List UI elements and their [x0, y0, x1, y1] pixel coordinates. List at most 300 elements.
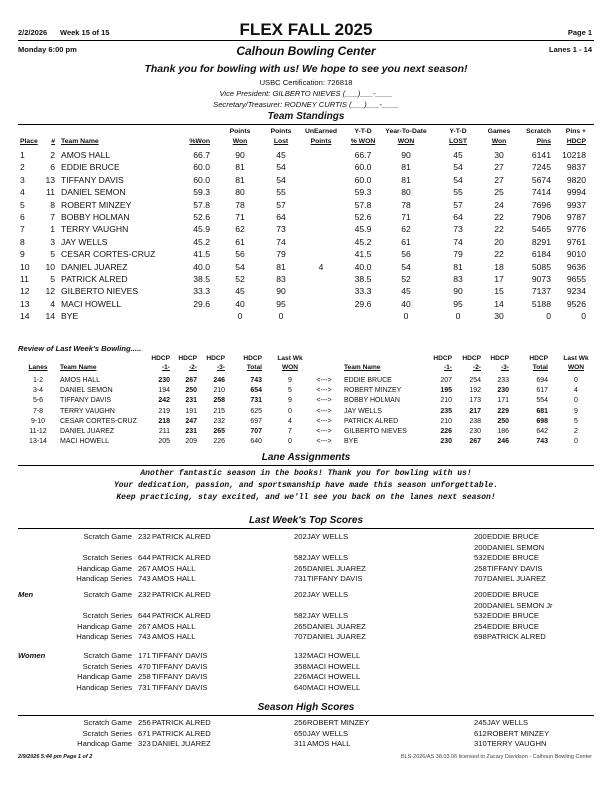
standings-cell: 52.6 — [354, 212, 372, 222]
standings-cell: 64 — [453, 212, 463, 222]
standings-cell: 29.6 — [193, 298, 210, 309]
standings-cell: 30 — [494, 311, 504, 322]
score-category: Handicap Series — [76, 632, 132, 641]
review-cell: 707 — [250, 428, 262, 435]
review-header: -1- — [161, 364, 170, 371]
bowler-name: PATRICK ALRED — [152, 553, 211, 562]
score-category: Scratch Series — [82, 553, 132, 562]
review-cell: 211 — [158, 428, 170, 435]
bowler-name: TIFFANY DAVIS — [152, 672, 208, 681]
page-number: Page 1 — [567, 28, 592, 37]
standings-cell: 22 — [494, 212, 504, 222]
standings-cell: 13 — [20, 298, 30, 309]
standings-cell: 59.3 — [193, 187, 210, 198]
standings-cell: 5465 — [531, 224, 551, 235]
standings-cell: 0 — [581, 311, 586, 322]
standings-cell: 45.2 — [354, 236, 372, 247]
standings-cell: 22 — [494, 224, 504, 235]
season-high-title: Season High Scores — [257, 702, 355, 713]
score-category: Scratch Game — [83, 590, 132, 599]
standings-rule — [18, 124, 594, 125]
bowler-name: PATRICK ALRED — [152, 611, 211, 620]
review-cell: 7-8 — [32, 407, 44, 415]
standings-cell: 54 — [401, 261, 411, 272]
standings-cell: 9787 — [566, 212, 586, 222]
assignment-note-2: Your dedication, passion, and sportsmanship have made this season unforgettable. — [113, 481, 499, 490]
review-cell: 210 — [213, 387, 225, 395]
standings-cell: 22 — [494, 249, 504, 260]
team-name: JAY WELLS — [344, 407, 382, 415]
bowler-name: ROBERT MINZEY — [307, 718, 370, 727]
standings-cell: 54 — [453, 162, 463, 173]
review-cell: 186 — [497, 428, 509, 435]
bowler-name: DANIEL SEMON Jr — [487, 600, 553, 610]
review-cell: 0 — [288, 407, 292, 415]
review-cell: 209 — [185, 438, 197, 446]
header-rule — [18, 40, 594, 41]
review-cell: 226 — [440, 428, 452, 435]
standings-header: Pins — [536, 138, 551, 145]
review-header: Lanes — [28, 364, 48, 371]
review-header-top: HDCP — [151, 355, 170, 362]
team-name: DANIEL JUAREZ — [60, 428, 115, 435]
bowler-name: MACI HOWELL — [307, 682, 361, 692]
score-value: 311 — [294, 739, 307, 748]
standings-header: LOST — [448, 138, 468, 145]
review-cell: 230 — [158, 377, 170, 384]
review-cell: 191 — [185, 407, 197, 415]
bowler-name: AMOS HALL — [152, 632, 196, 641]
bowler-name: TERRY VAUGHN — [487, 739, 547, 748]
standings-cell: 59.3 — [354, 187, 372, 198]
score-value: 267 — [138, 621, 151, 631]
standings-cell: 9761 — [566, 236, 586, 247]
bowler-name: TIFFANY DAVIS — [307, 574, 363, 583]
standings-cell: 6184 — [531, 249, 551, 260]
score-value: 707 — [474, 574, 487, 583]
standings-cell: 9820 — [566, 174, 586, 185]
review-header-top: HDCP — [433, 355, 452, 362]
review-cell: 246 — [213, 377, 225, 384]
standings-cell: 7414 — [531, 187, 551, 198]
team-name: MACI HOWELL — [60, 438, 110, 446]
review-cell: 265 — [213, 428, 225, 435]
team-name: DANIEL SEMON — [60, 387, 113, 395]
standings-cell: 73 — [276, 224, 286, 235]
score-value: 731 — [138, 682, 151, 692]
standings-cell: 90 — [276, 286, 286, 297]
review-cell: 226 — [213, 438, 225, 446]
review-header-top: HDCP — [178, 355, 197, 362]
score-value: 310 — [474, 739, 487, 748]
review-header-top: HDCP — [490, 355, 509, 362]
standings-cell: 40 — [235, 298, 245, 309]
review-cell: 171 — [497, 397, 509, 405]
standings-cell: 14 — [45, 311, 55, 322]
bowler-name: PATRICK ALRED — [152, 728, 211, 738]
score-category: Scratch Series — [82, 728, 132, 738]
score-category: Scratch Game — [83, 651, 132, 660]
score-value: 171 — [138, 651, 151, 660]
score-value: 200 — [474, 532, 487, 541]
standings-cell: 60.0 — [354, 162, 372, 173]
standings-cell: 74 — [453, 236, 463, 247]
bowler-name: DANIEL SEMON — [487, 542, 545, 552]
team-name: CESAR CORTES-CRUZ — [60, 417, 137, 425]
team-name: JAY WELLS — [61, 236, 108, 247]
standings-header-top: Games — [487, 128, 511, 135]
score-category: Scratch Series — [82, 611, 132, 620]
standings-cell: 90 — [401, 150, 411, 160]
standings-cell: 81 — [453, 261, 463, 272]
standings-cell: 52.6 — [193, 212, 210, 222]
review-cell: 242 — [158, 397, 170, 405]
standings-cell: 6 — [50, 162, 55, 173]
standings-header: Points — [310, 138, 332, 145]
bowler-name: JAY WELLS — [307, 590, 349, 599]
standings-cell: 73 — [453, 224, 463, 235]
standings-cell: 25 — [494, 187, 504, 198]
standings-cell: 80 — [401, 187, 411, 198]
standings-cell: 78 — [235, 199, 245, 210]
review-cell: 0 — [574, 397, 578, 405]
standings-cell: 45 — [235, 286, 245, 297]
lane-assignments-title: Lane Assignments — [261, 452, 351, 463]
standings-cell: 18 — [494, 261, 504, 272]
team-name: ROBERT MINZEY — [344, 387, 402, 395]
standings-cell: 14 — [494, 298, 504, 309]
bowler-name: TIFFANY DAVIS — [152, 661, 208, 671]
review-header: -2- — [188, 364, 197, 371]
review-cell: 9 — [574, 407, 578, 415]
review-cell: 743 — [250, 377, 262, 384]
standings-cell: 0 — [546, 311, 551, 322]
team-name: MACI HOWELL — [61, 298, 122, 309]
men-label: Men — [18, 590, 34, 599]
standings-cell: 0 — [278, 311, 284, 322]
standings-cell: 81 — [235, 174, 245, 185]
standings-cell: 95 — [276, 298, 286, 309]
review-cell: 1-2 — [32, 377, 44, 384]
score-category: Scratch Series — [82, 661, 132, 671]
review-cell: 694 — [536, 377, 548, 384]
lanes-range: Lanes 1 - 14 — [549, 45, 592, 54]
standings-header: # — [51, 138, 55, 145]
standings-cell: 11 — [20, 274, 29, 284]
review-cell: 267 — [185, 377, 197, 384]
top-scores-title: Last Week's Top Scores — [248, 515, 364, 526]
review-cell: 231 — [185, 397, 197, 405]
standings-cell: 60.0 — [354, 174, 372, 185]
standings-cell: 45.9 — [354, 224, 372, 235]
score-category: Handicap Game — [77, 739, 132, 748]
score-value: 258 — [138, 672, 151, 681]
standings-cell: 3 — [50, 236, 55, 247]
standings-cell: 52 — [235, 274, 245, 284]
assignments-rule — [18, 465, 594, 466]
review-cell: 195 — [440, 387, 452, 395]
review-cell: 230 — [497, 387, 509, 395]
bowler-name: AMOS HALL — [152, 574, 196, 583]
review-cell: 232 — [213, 417, 225, 425]
review-cell: 194 — [158, 387, 170, 395]
standings-title: Team Standings — [267, 111, 345, 122]
report-date: 2/2/2026 — [18, 28, 48, 37]
standings-cell: 81 — [401, 174, 411, 185]
standings-cell: 7137 — [531, 286, 551, 297]
team-name: EDDIE BRUCE — [344, 377, 392, 384]
standings-cell: 24 — [494, 199, 504, 210]
team-name: BYE — [61, 311, 79, 322]
team-name: DANIEL SEMON — [61, 187, 126, 198]
score-category: Handicap Game — [77, 621, 132, 631]
bowler-name: DANIEL JUAREZ — [487, 574, 546, 583]
standings-cell: 27 — [494, 174, 504, 185]
standings-cell: 80 — [235, 187, 245, 198]
score-value: 731 — [294, 574, 307, 583]
score-value: 644 — [138, 553, 151, 562]
review-cell: 247 — [185, 417, 197, 425]
bowler-name: PATRICK ALRED — [152, 718, 211, 727]
bowler-name: PATRICK ALRED — [152, 532, 211, 541]
score-value: 358 — [294, 661, 307, 671]
review-cell: 233 — [497, 377, 509, 384]
standings-cell: 61 — [401, 236, 411, 247]
bowler-name: MACI HOWELL — [307, 651, 361, 660]
standings-cell: 8 — [50, 199, 55, 210]
footer-timestamp: 2/9/2026 5:44 pm Page 1 of 2 — [18, 754, 93, 760]
review-cell: 219 — [158, 407, 170, 415]
review-cell: 681 — [536, 407, 548, 415]
standings-cell: 5188 — [531, 298, 551, 309]
standings-cell: 38.5 — [354, 274, 372, 284]
score-category: Handicap Series — [76, 574, 132, 583]
standings-cell: 60.0 — [193, 174, 210, 185]
standings-cell: 12 — [20, 286, 30, 297]
bowler-name: JAY WELLS — [307, 532, 349, 541]
score-value: 200 — [474, 600, 487, 610]
standings-cell: 9776 — [566, 224, 586, 235]
score-value: 232 — [138, 532, 151, 541]
standings-cell: 33.3 — [354, 286, 372, 297]
review-cell: 7 — [288, 428, 292, 435]
week-label: Week 15 of 15 — [60, 28, 110, 37]
versus-arrow: <---> — [316, 428, 332, 435]
team-name: PATRICK ALRED — [344, 417, 399, 425]
bowler-name: JAY WELLS — [307, 553, 349, 562]
bowler-name: PATRICK ALRED — [152, 590, 211, 599]
review-cell: 5 — [288, 387, 292, 395]
review-cell: 9-10 — [30, 417, 45, 425]
review-cell: 258 — [213, 397, 225, 405]
review-cell: 250 — [497, 417, 509, 425]
review-header: Total — [246, 364, 262, 371]
review-cell: 4 — [574, 387, 578, 395]
standings-header: WON — [397, 138, 415, 145]
team-name: AMOS HALL — [61, 150, 111, 160]
score-value: 532 — [474, 611, 487, 620]
review-cell: 254 — [469, 377, 481, 384]
standings-cell: 71 — [401, 212, 411, 222]
standings-cell: 3 — [20, 174, 25, 185]
review-cell: 5 — [574, 417, 578, 425]
standings-cell: 54 — [276, 174, 286, 185]
bowler-name: EDDIE BRUCE — [487, 553, 539, 562]
score-value: 232 — [138, 590, 151, 599]
score-value: 640 — [294, 682, 307, 692]
standings-cell: 45 — [276, 150, 286, 160]
standings-cell: 54 — [276, 162, 286, 173]
review-cell: 625 — [250, 407, 262, 415]
bowler-name: DANIEL JUAREZ — [307, 563, 366, 573]
bowler-name: DANIEL JUAREZ — [152, 739, 211, 748]
team-name: EDDIE BRUCE — [61, 162, 120, 173]
team-name: BOBBY HOLMAN — [344, 397, 400, 405]
review-header-top: HDCP — [206, 355, 225, 362]
bowler-name: TIFFANY DAVIS — [487, 563, 543, 573]
score-value: 582 — [294, 611, 307, 620]
bowling-center-name: Calhoun Bowling Center — [236, 44, 376, 58]
standings-header-top: Points — [229, 128, 251, 135]
review-cell: 235 — [440, 407, 452, 415]
standings-cell: 7 — [50, 212, 55, 222]
standings-cell: 9937 — [566, 199, 586, 210]
review-title: Review of Last Week's Bowling..... — [18, 344, 142, 353]
standings-cell: 56 — [235, 249, 245, 260]
review-cell: 617 — [536, 387, 548, 395]
review-header: WON — [281, 364, 299, 371]
standings-cell: 54 — [235, 261, 245, 272]
standings-header: Lost — [273, 138, 289, 145]
standings-header: % WON — [350, 138, 376, 145]
score-value: 582 — [294, 553, 307, 562]
standings-cell: 74 — [276, 236, 286, 247]
review-cell: 731 — [250, 397, 262, 405]
standings-header: Team Name — [61, 138, 99, 145]
standings-cell: 41.5 — [354, 249, 372, 260]
review-cell: 250 — [185, 387, 197, 395]
standings-header-top: Points — [270, 128, 292, 135]
standings-cell: 9655 — [566, 274, 586, 284]
standings-cell: 8 — [20, 236, 25, 247]
versus-arrow: <---> — [316, 377, 332, 384]
bowler-name: TIFFANY DAVIS — [152, 682, 208, 692]
standings-cell: 9526 — [566, 298, 586, 309]
team-name: TIFFANY DAVIS — [60, 397, 112, 405]
standings-cell: 9636 — [566, 261, 586, 272]
bowler-name: MACI HOWELL — [307, 661, 361, 671]
standings-cell: 61 — [235, 236, 245, 247]
standings-cell: 9073 — [531, 274, 551, 284]
standings-cell: 62 — [235, 224, 245, 235]
standings-cell: 33.3 — [193, 286, 210, 297]
team-name: BYE — [344, 438, 359, 446]
review-cell: 231 — [185, 428, 197, 435]
standings-cell: 45.2 — [193, 236, 210, 247]
standings-header-top: Pins + — [565, 128, 586, 135]
standings-cell: 6 — [20, 212, 25, 222]
review-header: WON — [567, 364, 585, 371]
standings-cell: 13 — [45, 174, 55, 185]
review-cell: 9 — [288, 397, 292, 405]
standings-cell: 7906 — [531, 212, 551, 222]
score-value: 254 — [474, 621, 487, 631]
women-label: Women — [18, 651, 46, 660]
review-cell: 554 — [536, 397, 548, 405]
score-value: 470 — [138, 661, 151, 671]
review-cell: 207 — [440, 377, 452, 384]
versus-arrow: <---> — [316, 387, 332, 395]
team-name: TIFFANY DAVIS — [61, 174, 124, 185]
standings-cell: 38.5 — [193, 274, 210, 284]
team-name: AMOS HALL — [60, 377, 101, 384]
score-value: 202 — [294, 532, 307, 541]
review-header: -1- — [443, 364, 452, 371]
score-value: 707 — [294, 632, 307, 641]
standings-cell: 4 — [50, 298, 55, 309]
standings-cell: 12 — [45, 286, 55, 297]
standings-cell: 5085 — [531, 261, 551, 272]
bowler-name: AMOS HALL — [307, 739, 351, 748]
footer-license: BLS-2026/AS 38.03.06 licensed to Zacary Davidson - Calhoun Bowling Center — [400, 754, 592, 760]
standings-cell: 2 — [50, 150, 55, 160]
standings-header-top: Year-To-Date — [385, 128, 427, 135]
bowler-name: EDDIE BRUCE — [487, 532, 539, 541]
assignment-note-1: Another fantastic season in the books! Thank you for bowling with us! — [140, 469, 472, 478]
review-cell: 698 — [536, 417, 548, 425]
review-cell: 642 — [536, 428, 548, 435]
standings-cell: 9010 — [566, 249, 586, 260]
standings-cell: 81 — [276, 261, 286, 272]
review-cell: 230 — [469, 428, 481, 435]
score-value: 743 — [138, 632, 151, 641]
review-cell: 13-14 — [29, 438, 47, 446]
bowler-name: EDDIE BRUCE — [487, 611, 539, 620]
team-name: DANIEL JUAREZ — [61, 261, 128, 272]
standings-cell: 90 — [453, 286, 463, 297]
score-value: 644 — [138, 611, 151, 620]
standings-cell: 57.8 — [354, 199, 372, 210]
page-title: FLEX FALL 2025 — [239, 20, 373, 39]
score-value: 532 — [474, 553, 487, 562]
standings-cell: 0 — [403, 311, 409, 322]
standings-cell: 95 — [453, 298, 463, 309]
team-name: BOBBY HOLMAN — [61, 212, 130, 222]
standings-cell: 52 — [401, 274, 411, 284]
score-value: 258 — [474, 563, 487, 573]
standings-cell: 9837 — [566, 162, 586, 173]
review-header-top: Last Wk — [563, 355, 589, 362]
score-value: 226 — [294, 672, 307, 681]
bowler-name: MACI HOWELL — [307, 672, 361, 681]
standings-cell: 62 — [401, 224, 411, 235]
usbc-certification: USBC Certification: 726818 — [259, 78, 353, 87]
score-value: 256 — [138, 718, 151, 727]
standings-cell: 5 — [20, 199, 25, 210]
score-value: 245 — [474, 718, 487, 727]
vice-president: Vice President: GILBERTO NIEVES (___)___-____ — [219, 89, 393, 98]
score-value: 202 — [294, 590, 307, 599]
standings-cell: 45.9 — [193, 224, 210, 235]
standings-header: Won — [491, 138, 507, 145]
standings-cell: 5 — [50, 274, 55, 284]
standings-header-top: Y-T-D — [449, 128, 467, 135]
bowler-name: AMOS HALL — [152, 563, 196, 573]
score-value: 698 — [474, 632, 487, 641]
score-value: 743 — [138, 574, 151, 583]
team-name: ROBERT MINZEY — [61, 199, 132, 210]
review-cell: 192 — [469, 387, 481, 395]
